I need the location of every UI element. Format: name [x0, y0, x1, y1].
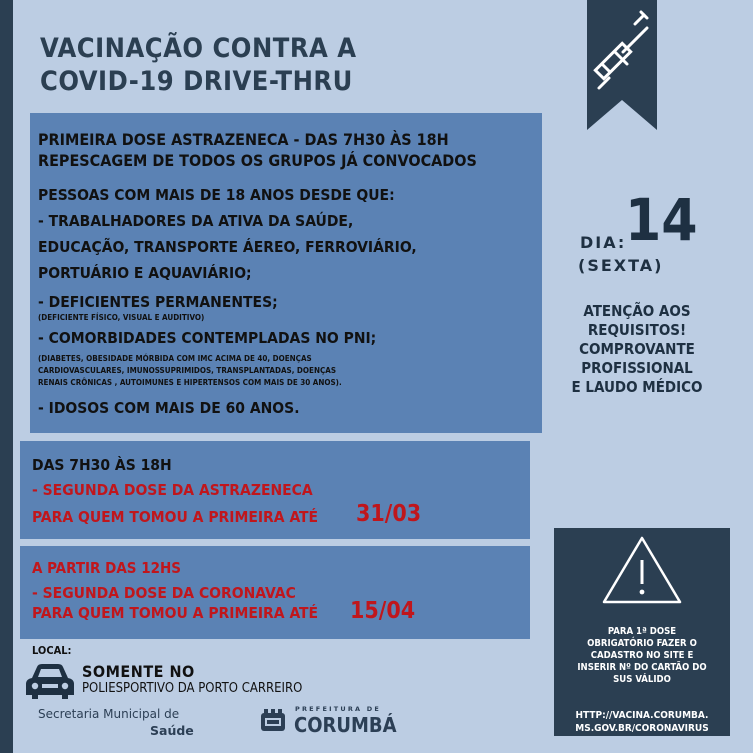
astrazeneca-line-2: PARA QUEM TOMOU A PRIMEIRA ATÉ	[32, 508, 319, 526]
city-crest-icon	[258, 707, 288, 735]
day-label: DIA:	[580, 233, 627, 252]
repescagem-heading: REPESCAGEM DE TODOS OS GRUPOS JÁ CONVOCADOS	[38, 151, 477, 170]
local-label: LOCAL:	[32, 644, 72, 657]
coronavac-line-2: PARA QUEM TOMOU A PRIMEIRA ATÉ	[32, 604, 319, 622]
attention-line-3: COMPROVANTE	[579, 340, 695, 358]
local-only: SOMENTE NO	[82, 662, 195, 681]
criteria-elderly: - IDOSOS COM MAIS DE 60 ANOS.	[38, 399, 300, 417]
attention-line-5: E LAUDO MÉDICO	[571, 378, 703, 396]
criteria-disabled-note: (DEFICIENTE FÍSICO, VISUAL E AUDITIVO)	[38, 313, 205, 322]
warning-icon	[600, 534, 684, 606]
url-line-2: MS.GOV.BR/CORONAVIRUS	[575, 723, 709, 734]
criteria-intro: PESSOAS COM MAIS DE 18 ANOS DESDE QUE:	[38, 186, 395, 204]
astrazeneca-line-1: - SEGUNDA DOSE DA ASTRAZENECA	[32, 481, 313, 499]
attention-line-1: ATENÇÃO AOS	[583, 302, 691, 320]
coronavac-line-1: - SEGUNDA DOSE DA CORONAVAC	[32, 584, 296, 602]
coronavac-time: A PARTIR DAS 12HS	[32, 559, 181, 577]
astrazeneca-time: DAS 7H30 ÀS 18H	[32, 456, 172, 474]
day-weekday: (SEXTA)	[578, 256, 664, 275]
day-number: 14	[625, 186, 698, 254]
comorbidities-note-1: (DIABETES, OBESIDADE MÓRBIDA COM IMC ACIMA DE 40, DOENÇAS	[38, 354, 312, 363]
warning-text	[554, 626, 730, 686]
warning-line-3: CADASTRO NO SITE E	[590, 650, 694, 661]
page-title	[40, 32, 357, 98]
left-accent-bar	[0, 0, 13, 753]
first-dose-panel	[30, 113, 542, 433]
comorbidities-note-3: RENAIS CRÔNICAS , AUTOIMUNES E HIPERTENSOS COM MAIS DE 30 ANOS).	[38, 378, 342, 387]
criteria-comorbidities: - COMORBIDADES CONTEMPLADAS NO PNI;	[38, 329, 377, 347]
coronavac-date: 15/04	[350, 598, 416, 624]
secretaria-line-1: Secretaria Municipal de	[38, 707, 180, 721]
title-line-1: VACINAÇÃO CONTRA A	[40, 33, 357, 64]
attention-line-4: PROFISSIONAL	[581, 359, 693, 377]
prefeitura-label: PREFEITURA DE	[295, 705, 381, 713]
warning-line-2: OBRIGATÓRIO FAZER O	[587, 638, 697, 649]
comorbidities-note-2: CARDIOVASCULARES, IMUNOSSUPRIMIDOS, TRANSPLANTADAS, DOENÇAS	[38, 366, 336, 375]
car-icon	[24, 662, 76, 700]
criteria-workers-3: PORTUÁRIO E AQUAVIÁRIO;	[38, 264, 252, 282]
local-place: POLIESPORTIVO DA PORTO CARREIRO	[82, 681, 303, 696]
criteria-workers-2: EDUCAÇÃO, TRANSPORTE ÁEREO, FERROVIÁRIO,	[38, 238, 417, 256]
attention-line-2: REQUISITOS!	[587, 321, 687, 339]
warning-line-1: PARA 1ª DOSE	[607, 626, 677, 637]
url-line-1: HTTP://VACINA.CORUMBA.	[575, 710, 709, 721]
criteria-workers-1: - TRABALHADORES DA ATIVA DA SAÚDE,	[38, 212, 354, 230]
attention-note	[552, 302, 722, 397]
astrazeneca-date: 31/03	[356, 501, 422, 527]
title-line-2: COVID-19 DRIVE-THRU	[40, 66, 353, 97]
corumba-logo-text: CORUMBÁ	[294, 713, 397, 737]
second-dose-coronavac-panel	[20, 546, 530, 639]
criteria-disabled: - DEFICIENTES PERMANENTES;	[38, 293, 278, 311]
registration-warning-box	[554, 528, 730, 736]
warning-line-5: SUS VÁLIDO	[613, 674, 671, 685]
secretaria-line-2: Saúde	[150, 723, 194, 738]
syringe-icon	[587, 0, 657, 130]
registration-link[interactable]	[554, 709, 730, 735]
second-dose-astrazeneca-panel	[20, 441, 530, 539]
first-dose-heading: PRIMEIRA DOSE ASTRAZENECA - DAS 7H30 ÀS 18H	[38, 130, 449, 149]
warning-line-4: INSERIR Nº DO CARTÃO DO	[577, 662, 707, 673]
